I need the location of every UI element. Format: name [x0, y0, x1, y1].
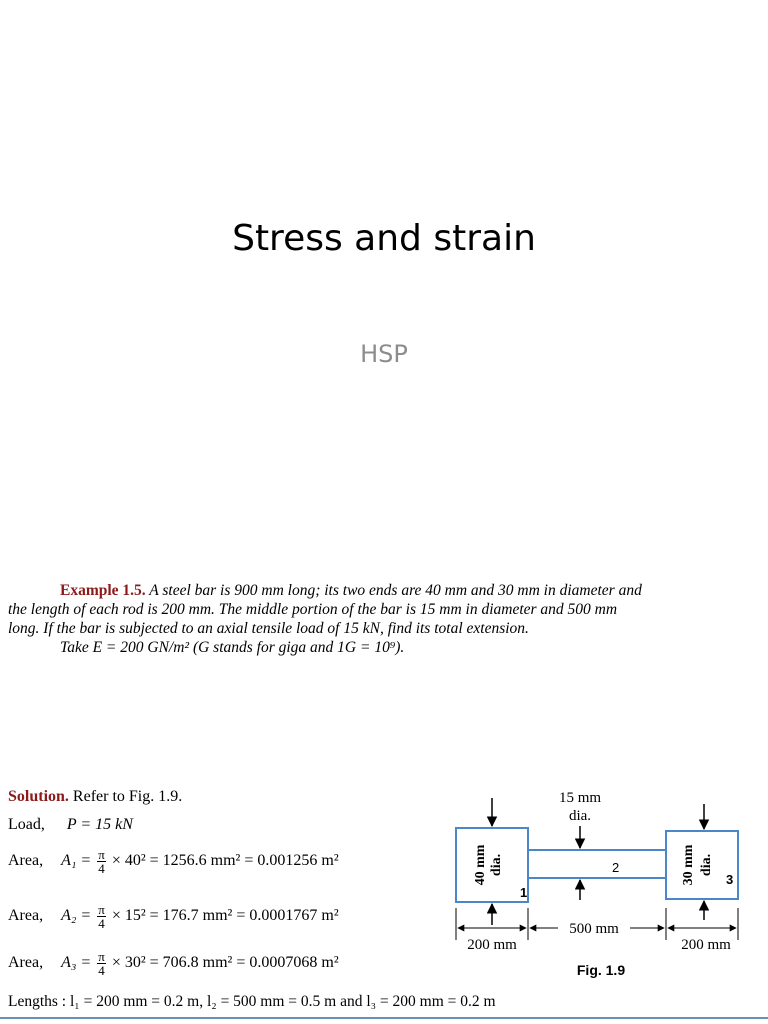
example-text — [8, 581, 753, 657]
area-1-rhs: × 40² = 1256.6 mm² = 0.001256 m² — [111, 852, 339, 870]
section-2-label: 2 — [612, 860, 620, 875]
left-dia-value: 40 mm — [473, 844, 488, 886]
solution-refer: Refer to Fig. 1.9. — [72, 788, 183, 805]
middle-segment — [528, 850, 666, 878]
pi-over-4-fraction: $\frac{\pi}{4}$ — [98, 847, 105, 876]
section-1-label: 1 — [520, 885, 528, 900]
load-label: Load, — [8, 816, 45, 833]
area-3-label: Area, — [8, 954, 44, 972]
len-right: 200 mm — [681, 937, 731, 953]
area-1-lhs: A₁ = — [61, 852, 92, 870]
area-2-label: Area, — [8, 907, 44, 925]
area-2-lhs: A₂ = — [61, 907, 92, 925]
len-mid: 500 mm — [569, 921, 619, 937]
load-value: P = 15 kN — [66, 816, 133, 833]
lengths-line: Lengths : l₁ = 200 mm = 0.2 m, l₂ = 500 mm = 0.5 m and l₃ = 200 mm = 0.2 m — [8, 993, 496, 1010]
right-dia-unit: dia. — [699, 853, 714, 877]
pi-over-4-fraction: $\frac{\pi}{4}$ — [98, 902, 105, 931]
middle-dia-unit: dia. — [568, 808, 592, 824]
len-left: 200 mm — [467, 937, 517, 953]
area-3-lhs: A₃ = — [61, 954, 92, 972]
right-dia-value: 30 mm — [681, 844, 696, 886]
area-1-label: Area, — [8, 852, 44, 870]
slide-subtitle: HSP — [360, 340, 408, 368]
area-1-line — [8, 848, 339, 875]
example-line-3: long. If the bar is subjected to an axial tensile load of 15 kN, find its total extension. — [8, 620, 529, 637]
figure-caption: Fig. 1.9 — [576, 962, 626, 978]
middle-dia-value: 15 mm — [558, 790, 602, 806]
example-line-1: A steel bar is 900 mm long; its two ends are 40 mm and 30 mm in diameter and — [149, 582, 642, 599]
bottom-rule — [0, 1017, 768, 1019]
area-2-rhs: × 15² = 176.7 mm² = 0.0001767 m² — [111, 907, 339, 925]
load-line — [8, 816, 133, 834]
example-label: Example 1.5. — [60, 582, 146, 599]
solution-label: Solution. — [8, 788, 69, 805]
section-3-label: 3 — [726, 872, 734, 887]
slide-title: Stress and strain — [232, 218, 536, 259]
left-dia-unit: dia. — [489, 853, 504, 877]
stepped-bar-figure — [440, 780, 760, 980]
example-line-2: the length of each rod is 200 mm. The middle portion of the bar is 15 mm in diameter and 500 mm — [8, 601, 618, 618]
solution-heading — [8, 788, 182, 806]
area-2-line — [8, 903, 339, 930]
pi-over-4-fraction: $\frac{\pi}{4}$ — [98, 949, 105, 978]
area-3-rhs: × 30² = 706.8 mm² = 0.0007068 m² — [111, 954, 339, 972]
area-3-line — [8, 950, 339, 977]
example-line-4: Take E = 200 GN/m² (G stands for giga and 1G = 10⁹). — [60, 639, 405, 656]
